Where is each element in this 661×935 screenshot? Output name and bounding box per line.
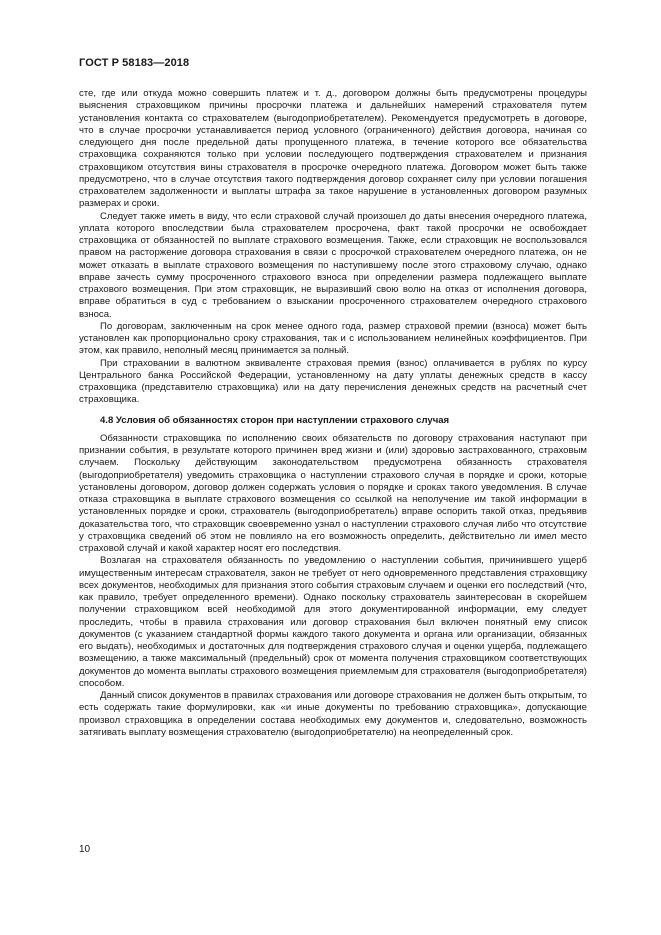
paragraph: Возлагая на страхователя обязанность по уведомлению о наступлении события, причинившего ущерб имущественным интересам страхователя, закон не требует от него одновременного представления страховщику всех документов, необходимых для признания этого события страховым случаем и оценки его последствий (что, как правило, требует определенного времени). Однако поскольку страхователь заинтересован в скорейшем получении страховщиком всей необходимой для этого документированной информации, ему следует проследить, чтобы в правила страхования или договор страхования был включен понятный ему список документов (с указанием стандартной формы каждого такого документа и органа или организации, обязанных его выдать), необходимых и достаточных для подтверждения страхового случая и оценки ущерба, подлежащего возмещению, а также максимальный (предельный) срок от момента получения страховщиком соответствующих документов до момента выплаты страхового возмещения приемлемым для страхователя (выгодоприобретателя) способом. — [79, 555, 587, 689]
document-header: ГОСТ Р 58183—2018 — [79, 57, 190, 69]
page-body — [79, 88, 587, 739]
paragraph: При страховании в валютном эквиваленте страховая премия (взнос) оплачивается в рублях по курсу Центрального банка Российской Федерации, установленному на дату уплаты денежных средств в кассу страховщика (представителю страховщика) или на дату перечисления денежных средств на расчетный счет страховщика. — [79, 357, 587, 406]
paragraph: По договорам, заключенным на срок менее одного года, размер страховой премии (взноса) может быть установлен как пропорционально сроку страхования, так и с использованием нелинейных коэффициентов. При этом, как правило, неполный месяц принимается за полный. — [79, 320, 587, 357]
paragraph: Данный список документов в правилах страхования или договоре страхования не должен быть открытым, то есть содержать такие формулировки, как «и иные документы по требованию страховщика», допускающие произвол страховщика в определении состава необходимых ему документов и, следовательно, возможность затягивать выплату возмещения страхователю (выгодоприобретателю) на неопределенный срок. — [79, 690, 587, 738]
section-heading: 4.8 Условия об обязанностях сторон при наступлении страхового случая — [100, 414, 450, 426]
paragraph-continuation: сте, где или откуда можно совершить платеж и т. д., договором должны быть предусмотрены процедуры выяснения страховщиком причины просрочки платежа и дальнейших намерений страхователя путем установления контакта со страхователем (выгодоприобретателем). Рекомендуется предусмотреть в договоре, что в случае просрочки устанавливается период условного (ограниченного) действия договора, начиная со следующего дня после предельной даты пропущенного платежа, в течение которого все обязательства страховщика сохраняются только при условии последующего подтверждения страхователем и признания страховщиком отсутствия вины страхователя в просрочке очередного платежа. Договором может быть также предусмотрено, что в случае отсутствия такого подтверждения договор сохраняет силу при условии погашения страхователем задолженности и выплаты штрафа за такое нарушение в установленных договором разумных размерах и сроки. — [79, 88, 587, 210]
page-number: 10 — [79, 844, 91, 855]
paragraph: Следует также иметь в виду, что если страховой случай произошел до даты внесения очередного платежа, уплата которого впоследствии была страхователем просрочена, факт такой просрочки не освобождает страховщика от обязанностей по выплате страхового возмещения. Также, если страховщик не воспользовался правом на расторжение договора страхования в связи с просрочкой страхователем очередного платежа, он не может отказать в выплате страхового возмещения по наступившему после этого страховому случаю, однако вправе зачесть сумму просроченного страхового взноса при определении размера подлежащего выплате страхового возмещения. При этом страховщик, не выразивший свою волю на отказ от исполнения договора, вправе обратиться в суд с требованием о взыскании просроченного страхователем очередного страхового взноса. — [79, 210, 587, 320]
paragraph: Обязанности страховщика по исполнению своих обязательств по договору страхования наступают при признании события, в результате которого причинен вред жизни и (или) здоровью застрахованного, страховым случаем. Поскольку действующим законодательством предусмотрена обязанность страхователя (выгодоприобретателя) уведомить страховщика о наступлении страхового случая в порядке и сроки, которые установлены договором, договор должен содержать условия о порядке и сроках такого уведомления. В случае отказа страховщика в выплате страхового возмещения со ссылкой на неполучение им такой информации в установленных порядке и сроки, страхователь (выгодоприобретатель) вправе оспорить такой отказ, предъявив доказательства того, что страховщик своевременно узнал о наступлении страхового случая либо что отсутствие у страховщика сведений об этом не повлияло на его возможность определить, действительно ли имел место страховой случай и какой характер носят его последствия. — [79, 432, 587, 554]
